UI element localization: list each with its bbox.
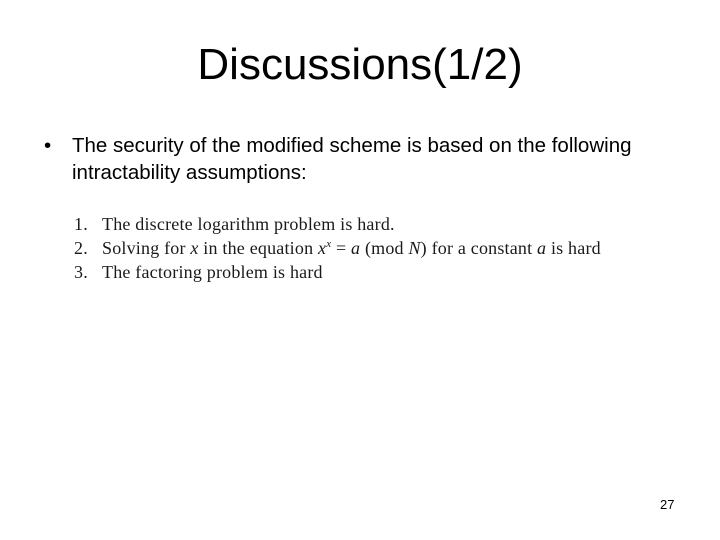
equation-mod: (mod xyxy=(360,238,409,258)
text-segment: Solving for xyxy=(102,238,191,258)
text-segment: for a constant xyxy=(426,238,538,258)
list-item-number: 2. xyxy=(74,238,88,258)
page-number: 27 xyxy=(660,497,675,512)
assumptions-list xyxy=(74,212,714,284)
list-item-text xyxy=(102,236,601,260)
equation-equals: = xyxy=(331,238,352,258)
bullet-text: The security of the modified scheme is based on the following intractability assumptions: xyxy=(72,134,632,184)
equation-n: N xyxy=(408,238,421,258)
equation-exponent: x xyxy=(326,238,332,250)
text-segment: is hard xyxy=(546,238,601,258)
list-item-number: 3. xyxy=(74,262,88,282)
math-variable-x: x xyxy=(190,238,199,258)
bullet-icon: • xyxy=(44,134,52,157)
equation-a: a xyxy=(351,238,361,258)
equation-close: ) xyxy=(420,238,427,258)
list-item xyxy=(74,260,714,284)
list-item-text: The factoring problem is hard xyxy=(102,262,323,282)
list-item xyxy=(74,236,714,260)
equation-base: x xyxy=(317,238,327,258)
list-item xyxy=(74,212,714,236)
math-variable-a: a xyxy=(537,238,547,258)
list-item-number: 1. xyxy=(74,214,88,234)
slide-title: Discussions(1/2) xyxy=(197,40,523,89)
list-item-text: The discrete logarithm problem is hard. xyxy=(102,214,395,234)
bullet-point xyxy=(44,132,664,186)
text-segment: in the equation xyxy=(198,238,318,258)
